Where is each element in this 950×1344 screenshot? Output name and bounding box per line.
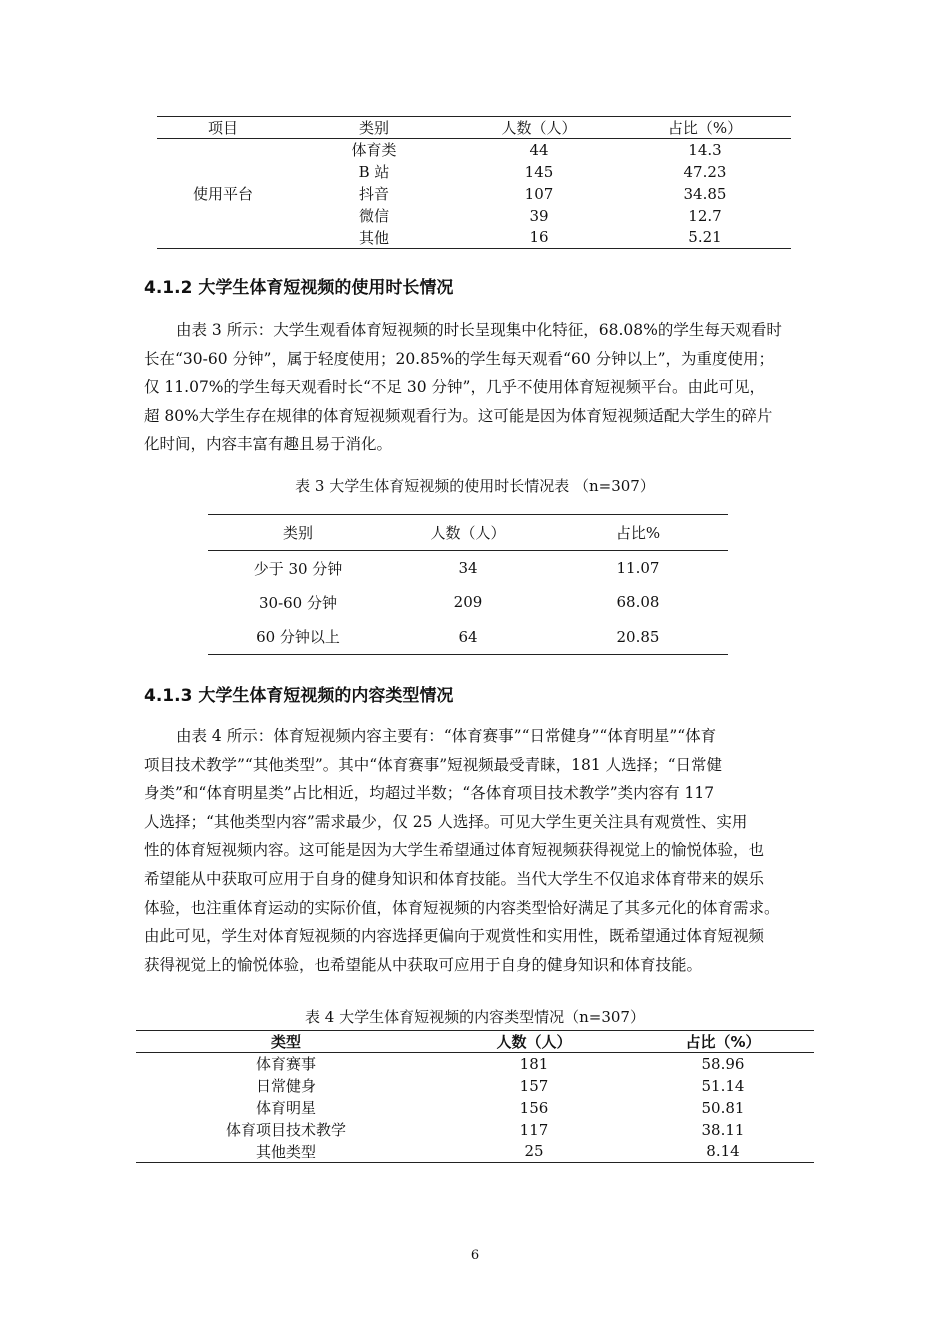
table4-caption: 表 4 大学生体育短视频的内容类型情况（n=307） <box>305 1008 645 1026</box>
table-cell: 64 <box>458 627 478 646</box>
table-cell: 47.23 <box>683 162 727 181</box>
paragraph-line: 体验，也注重体育运动的实际价值，体育短视频的内容类型恰好满足了其多元化的体育需求。 <box>144 898 780 917</box>
table-cell: 34 <box>458 559 478 577</box>
table-cell: 181 <box>519 1054 549 1073</box>
table-row <box>136 1075 814 1097</box>
table-row <box>136 1119 814 1141</box>
paragraph-line: 由表 4 所示：体育短视频内容主要有：“体育赛事”“日常健身”“体育明星”“体育 <box>176 727 717 745</box>
platform-table <box>157 116 791 249</box>
table-row <box>136 1141 814 1163</box>
table-cell: 12.7 <box>688 206 722 225</box>
table-cell: 16 <box>529 228 549 247</box>
paragraph-line: 性的体育短视频内容。这可能是因为大学生希望通过体育短视频获得视觉上的愉悦体验，也 <box>144 841 765 860</box>
table-cell: 8.14 <box>706 1142 740 1161</box>
paragraph-line: 化时间，内容丰富有趣且易于消化。 <box>144 435 393 454</box>
table-cell: 体育赛事 <box>255 1055 316 1074</box>
table-cell: 抖音 <box>358 185 389 203</box>
paragraph-line: 希望能从中获取可应用于自身的健身知识和体育技能。当代大学生不仅追求体育带来的娱乐 <box>144 869 765 888</box>
paragraph-line: 超 80%大学生存在规律的体育短视频观看行为。这可能是因为体育短视频适配大学生的碎片 <box>144 406 773 425</box>
header-cell: 占比（%） <box>667 119 743 137</box>
table-cell: 39 <box>529 206 549 225</box>
table-cell: 107 <box>524 184 554 203</box>
table-cell: B 站 <box>358 163 390 181</box>
section-heading-4-1-2: 4.1.2 大学生体育短视频的使用时长情况 <box>144 278 454 298</box>
group-label: 使用平台 <box>192 185 253 203</box>
table-cell: 少于 30 分钟 <box>253 559 343 578</box>
header-cell: 占比（%） <box>685 1033 761 1051</box>
table-cell: 其他 <box>358 228 389 247</box>
table-header-row <box>136 1031 814 1053</box>
table-cell: 51.14 <box>701 1076 745 1095</box>
table-cell: 5.21 <box>688 228 722 247</box>
table-cell: 209 <box>453 593 483 612</box>
table-row <box>157 139 791 161</box>
header-cell: 类型 <box>270 1033 301 1051</box>
table-cell: 体育明星 <box>255 1099 316 1117</box>
paragraph-line: 仅 11.07%的学生每天观看时长“不足 30 分钟”，几乎不使用体育短视频平台。由此可见， <box>144 378 765 397</box>
table-row <box>208 620 728 655</box>
table-header-row <box>157 117 791 139</box>
paragraph-line: 由表 3 所示：大学生观看体育短视频的时长呈现集中化特征，68.08%的学生每天观看时 <box>176 321 782 339</box>
table-cell: 68.08 <box>616 593 660 612</box>
duration-table <box>208 514 728 655</box>
header-cell: 占比% <box>615 524 661 542</box>
paragraph-line: 获得视觉上的愉悦体验，也希望能从中获取可应用于自身的健身知识和体育技能。 <box>144 955 703 974</box>
table-cell: 20.85 <box>616 627 660 646</box>
table-cell: 156 <box>519 1098 549 1117</box>
header-cell: 人数（人） <box>501 119 577 137</box>
paragraph-line: 由此可见，学生对体育短视频的内容选择更偏向于观赏性和实用性，既希望通过体育短视频 <box>144 927 765 946</box>
table-row <box>136 1097 814 1119</box>
table-cell: 117 <box>519 1120 549 1139</box>
paragraph-line: 身类”和“体育明星类”占比相近，均超过半数；“各体育项目技术教学”类内容有 117 <box>144 784 715 803</box>
table-row <box>208 551 728 586</box>
table-row <box>208 585 728 620</box>
paragraph-line: 长在“30-60 分钟”，属于轻度使用；20.85%的学生每天观看“60 分钟以上”，为重度使用； <box>144 349 775 368</box>
content-type-table <box>136 1030 814 1163</box>
header-cell: 类别 <box>282 524 313 542</box>
table-cell: 44 <box>529 140 549 159</box>
table-header-row <box>208 515 728 551</box>
table-cell: 157 <box>519 1076 549 1095</box>
table-cell: 11.07 <box>616 559 660 577</box>
table-cell: 体育类 <box>351 141 397 160</box>
table-cell: 145 <box>524 162 554 181</box>
table-cell: 38.11 <box>701 1120 745 1139</box>
table-cell: 30-60 分钟 <box>258 593 337 612</box>
header-cell: 项目 <box>207 119 238 137</box>
paragraph-line: 项目技术教学”“其他类型”。其中“体育赛事”短视频最受青睐，181 人选择；“日常健 <box>144 755 723 774</box>
table-cell: 微信 <box>358 207 389 225</box>
table-cell: 14.3 <box>688 140 722 159</box>
page-number: 6 <box>470 1248 480 1263</box>
table-cell: 25 <box>524 1142 544 1161</box>
table-cell: 50.81 <box>701 1098 745 1117</box>
header-cell: 人数（人） <box>496 1033 572 1051</box>
section-4-1-3-paragraph <box>144 722 806 979</box>
table-row <box>136 1053 814 1075</box>
table3-caption: 表 3 大学生体育短视频的使用时长情况表 （n=307） <box>295 477 655 495</box>
table-cell: 60 分钟以上 <box>256 628 340 646</box>
header-cell: 类别 <box>358 119 389 137</box>
table-cell: 日常健身 <box>255 1077 316 1095</box>
table-cell: 体育项目技术教学 <box>225 1121 346 1139</box>
table-cell: 34.85 <box>683 184 727 203</box>
table-cell: 58.96 <box>701 1054 745 1073</box>
table-cell: 其他类型 <box>255 1142 316 1161</box>
section-heading-4-1-3: 4.1.3 大学生体育短视频的内容类型情况 <box>144 686 454 706</box>
paragraph-line: 人选择；“其他类型内容”需求最少，仅 25 人选择。可见大学生更关注具有观赏性、实用 <box>144 812 748 831</box>
header-cell: 人数（人） <box>430 524 506 542</box>
section-4-1-2-paragraph <box>144 316 806 459</box>
